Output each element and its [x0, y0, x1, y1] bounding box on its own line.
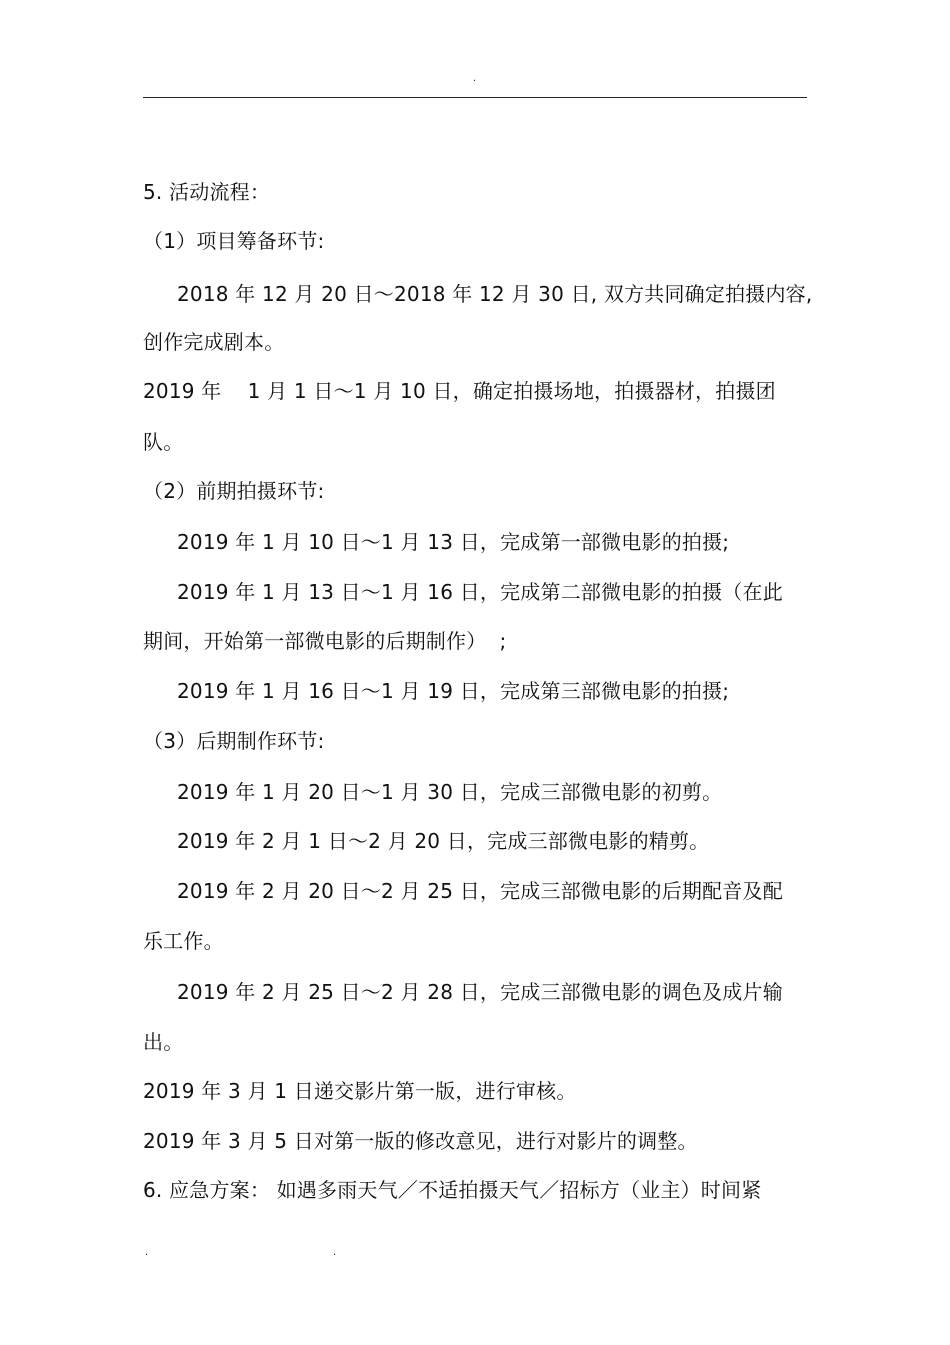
- subsection-heading-3: （3）后期制作环节:: [143, 729, 325, 753]
- paragraph-line: 2018 年 12 月 20 日～2018 年 12 月 30 日, 双方共同确定拍摄内容,: [177, 282, 813, 306]
- paragraph-line: 2019 年 1 月 20 日～1 月 30 日，完成三部微电影的初剪。: [177, 780, 723, 804]
- paragraph-line: 期间，开始第一部微电影的后期制作） ;: [143, 629, 507, 653]
- paragraph-line: 2019 年 2 月 25 日～2 月 28 日，完成三部微电影的调色及成片输: [177, 980, 783, 1004]
- paragraph-line: 2019 年 2 月 1 日～2 月 20 日，完成三部微电影的精剪。: [177, 829, 710, 853]
- subsection-heading-2: （2）前期拍摄环节:: [143, 479, 325, 503]
- paragraph-line: 创作完成剧本。: [143, 330, 285, 354]
- paragraph-line: 2019 年 1 月 13 日～1 月 16 日，完成第二部微电影的拍摄（在此: [177, 580, 783, 604]
- paragraph-line: 2019 年 2 月 20 日～2 月 25 日，完成三部微电影的后期配音及配: [177, 879, 783, 903]
- paragraph-line: 2019 年 3 月 5 日对第一版的修改意见，进行对影片的调整。: [143, 1129, 698, 1153]
- footer-dot-right: .: [333, 1247, 337, 1258]
- section-heading-5: 5. 活动流程：: [143, 180, 271, 204]
- paragraph-line: 2019 年 1 月 16 日～1 月 19 日，完成第三部微电影的拍摄;: [177, 679, 730, 703]
- header-rule: [143, 97, 807, 98]
- subsection-heading-1: （1）项目筹备环节:: [143, 229, 325, 253]
- section-heading-6: 6. 应急方案： 如遇多雨天气／不适拍摄天气／招标方（业主）时间紧: [143, 1178, 762, 1202]
- footer-dot-left: .: [145, 1247, 149, 1258]
- paragraph-line: 出。: [143, 1030, 184, 1054]
- paragraph-line: 2019 年 3 月 1 日递交影片第一版，进行审核。: [143, 1079, 577, 1103]
- paragraph-line: 2019 年 1 月 1 日～1 月 10 日，确定拍摄场地，拍摄器材，拍摄团: [143, 379, 776, 403]
- paragraph-line: 队。: [143, 430, 184, 454]
- header-dot: .: [473, 73, 477, 84]
- paragraph-line: 2019 年 1 月 10 日～1 月 13 日，完成第一部微电影的拍摄;: [177, 530, 730, 554]
- paragraph-line: 乐工作。: [143, 929, 224, 953]
